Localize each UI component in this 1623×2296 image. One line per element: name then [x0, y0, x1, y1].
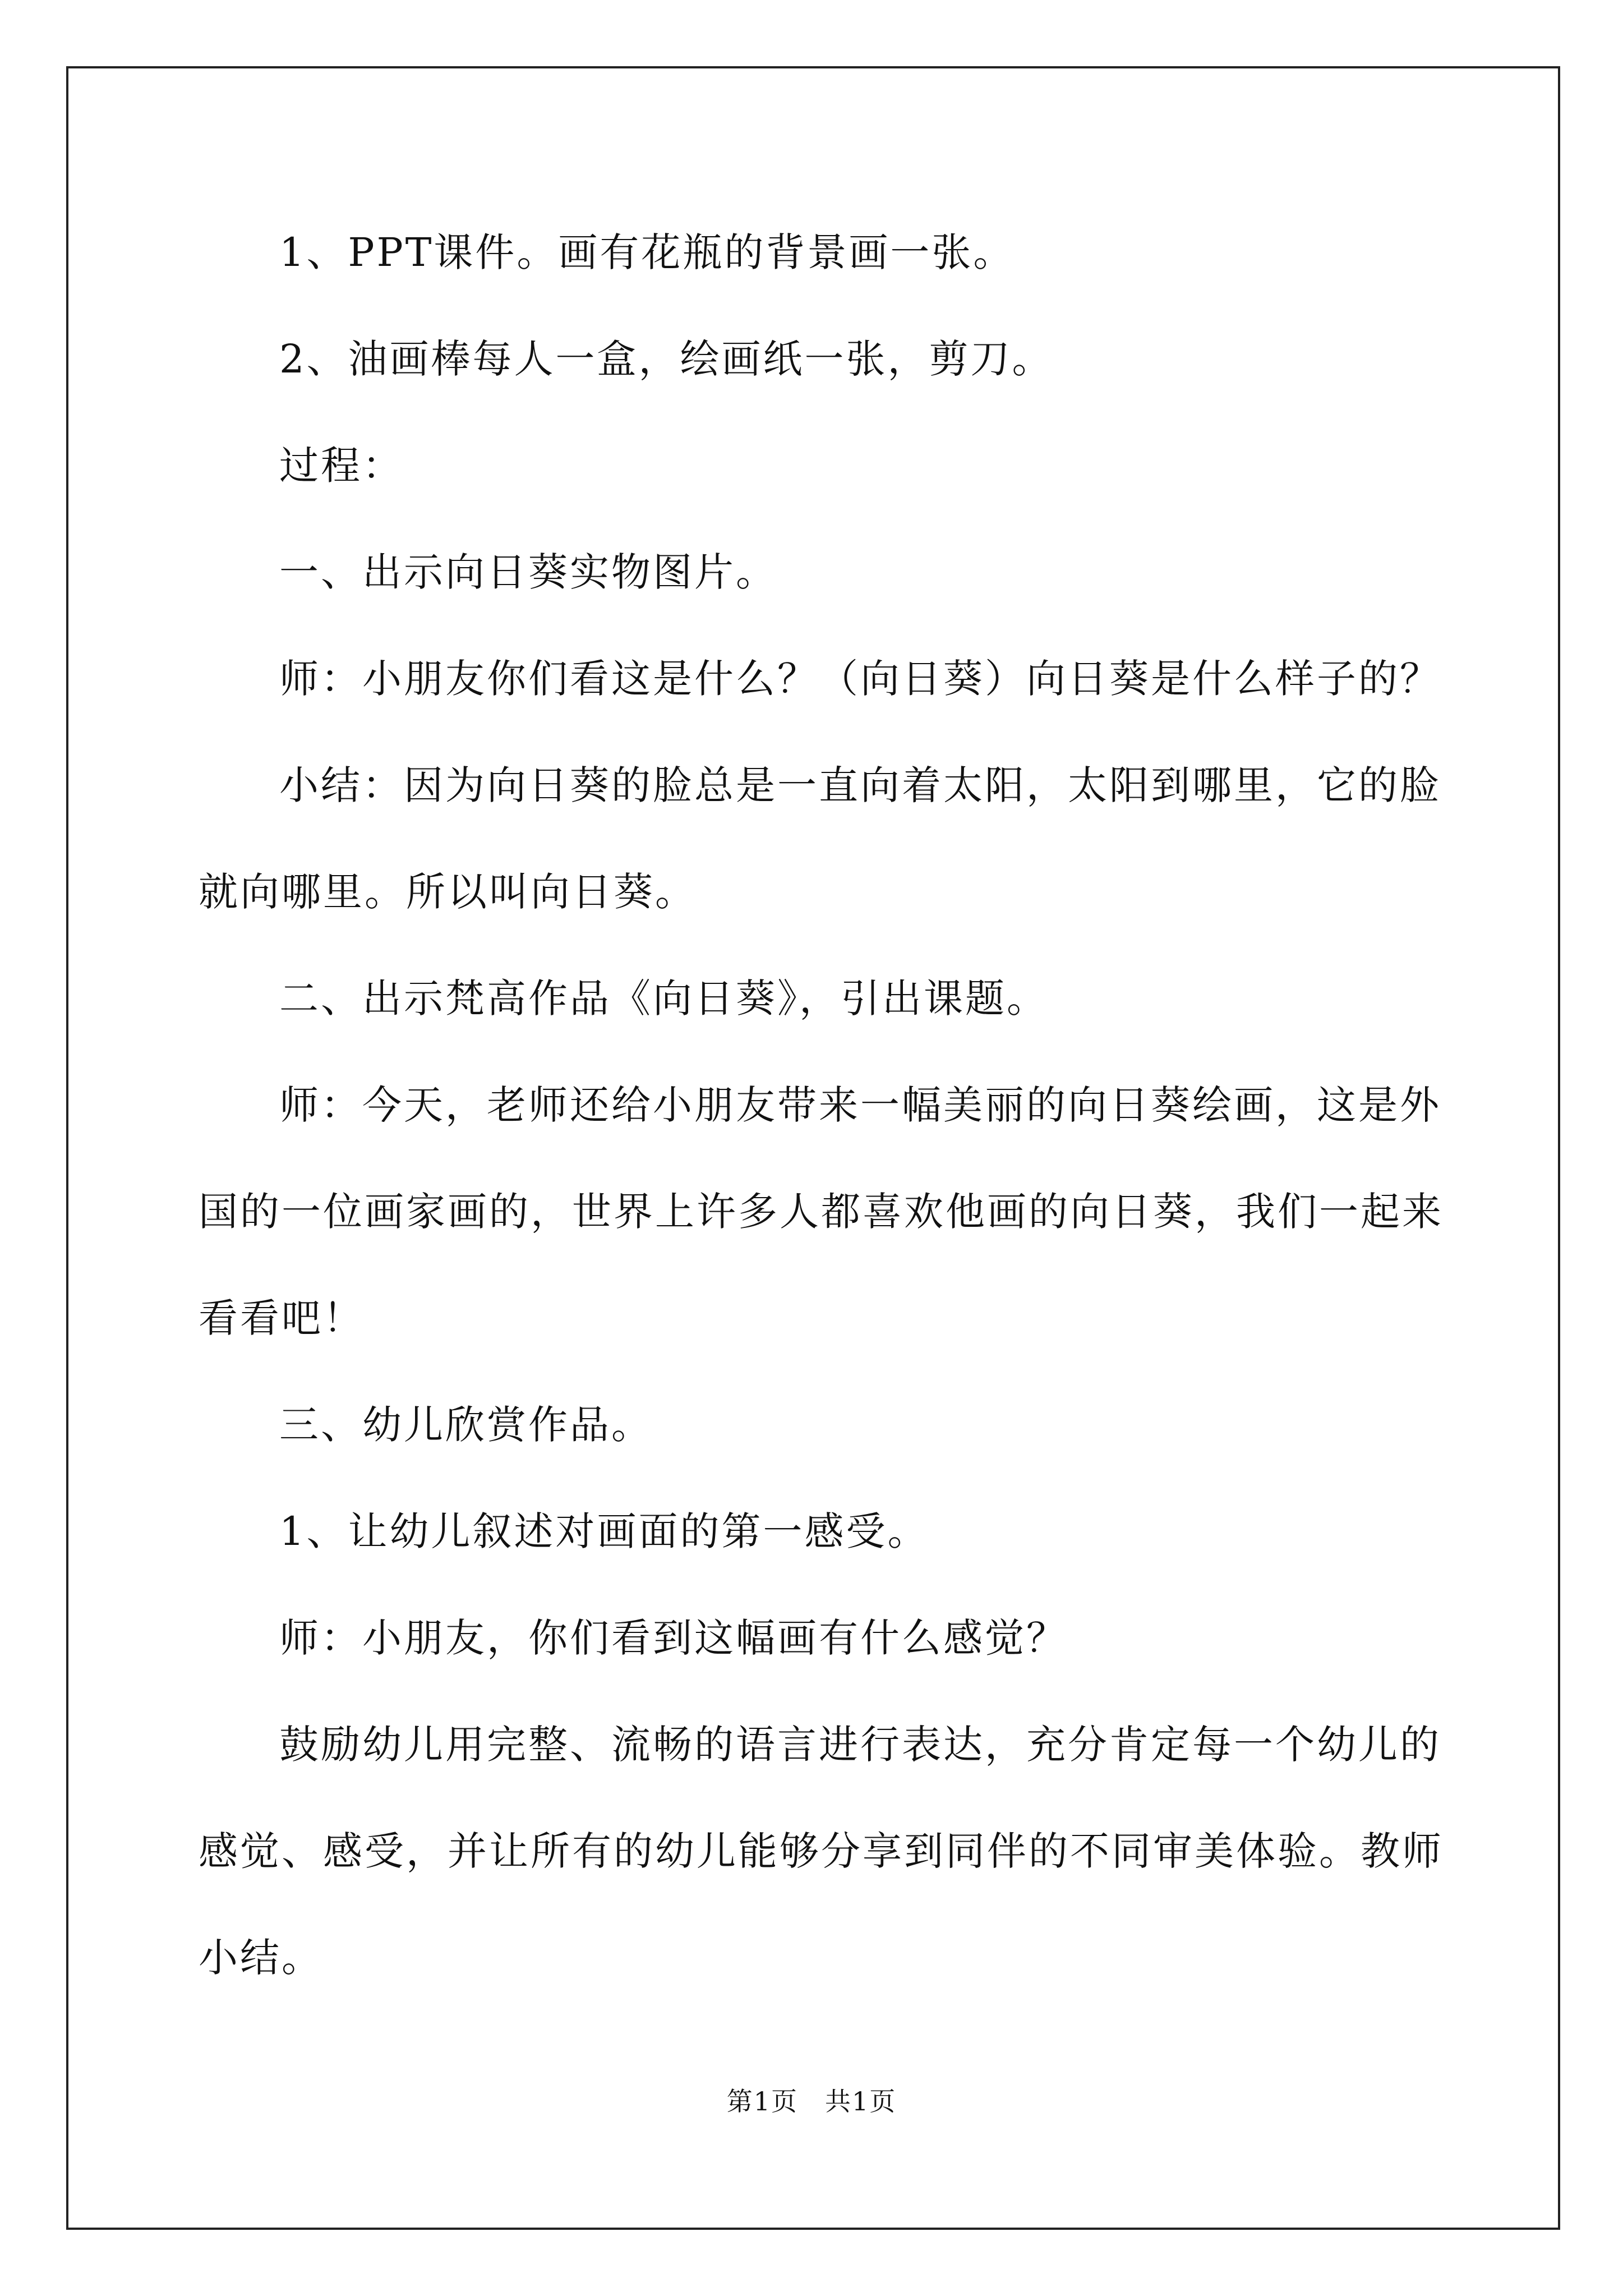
paragraph-line-10: 国的一位画家画的，世界上许多人都喜欢他画的向日葵，我们一起来 [199, 1189, 1444, 1235]
paragraph-line-11: 看看吧！ [199, 1295, 365, 1341]
section-heading-3: 三、幼儿欣赏作品。 [279, 1402, 653, 1448]
section-heading-process: 过程： [279, 443, 404, 489]
paragraph-line-17: 小结。 [199, 1935, 323, 1981]
section-heading-1: 一、出示向日葵实物图片。 [279, 549, 777, 595]
section-heading-2: 二、出示梵高作品《向日葵》，引出课题。 [279, 976, 1048, 1022]
paragraph-line-2: 2、油画棒每人一盒，绘画纸一张，剪刀。 [279, 336, 1054, 382]
paragraph-line-7: 就向哪里。所以叫向日葵。 [199, 869, 697, 915]
page-border [66, 66, 1560, 2230]
paragraph-line-1: 1、PPT课件。画有花瓶的背景画一张。 [279, 229, 1015, 275]
paragraph-line-15: 鼓励幼儿用完整、流畅的语言进行表达，充分肯定每一个幼儿的 [279, 1722, 1441, 1768]
paragraph-line-9: 师：今天，老师还给小朋友带来一幅美丽的向日葵绘画，这是外 [279, 1082, 1441, 1128]
paragraph-line-14: 师：小朋友，你们看到这幅画有什么感觉？ [279, 1615, 1068, 1661]
page-number-footer: 第1页 共1页 [726, 2086, 897, 2116]
paragraph-line-6: 小结：因为向日葵的脸总是一直向着太阳，太阳到哪里，它的脸 [279, 762, 1441, 808]
paragraph-line-16: 感觉、感受，并让所有的幼儿能够分享到同伴的不同审美体验。教师 [199, 1828, 1444, 1874]
paragraph-line-5: 师：小朋友你们看这是什么？（向日葵）向日葵是什么样子的？ [279, 656, 1441, 702]
paragraph-line-13: 1、让幼儿叙述对画面的第一感受。 [279, 1508, 929, 1554]
